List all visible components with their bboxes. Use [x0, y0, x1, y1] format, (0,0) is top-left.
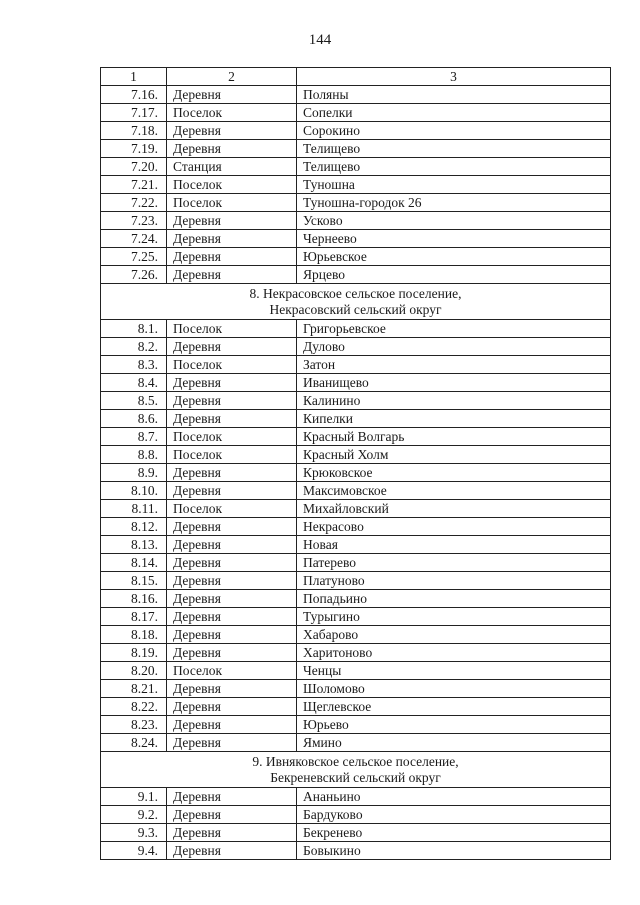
settlement-name: Попадьино: [297, 590, 611, 608]
settlement-name: Щеглевское: [297, 698, 611, 716]
settlement-type: Деревня: [167, 626, 297, 644]
row-number: 8.21.: [101, 680, 167, 698]
settlement-name: Калинино: [297, 392, 611, 410]
table-row: [101, 194, 611, 212]
row-number: 8.7.: [101, 428, 167, 446]
settlement-name: Телищево: [297, 158, 611, 176]
table-row: [101, 230, 611, 248]
settlement-name: Юрьевское: [297, 248, 611, 266]
row-number: 8.15.: [101, 572, 167, 590]
table-row: [101, 320, 611, 338]
settlement-name: Михайловский: [297, 500, 611, 518]
table-row: [101, 266, 611, 284]
settlement-type: Деревня: [167, 410, 297, 428]
settlement-name: Чернеево: [297, 230, 611, 248]
row-number: 9.3.: [101, 824, 167, 842]
settlement-name: Патерево: [297, 554, 611, 572]
settlement-name: Усково: [297, 212, 611, 230]
row-number: 9.2.: [101, 806, 167, 824]
section-title: 8. Некрасовское сельское поселение, Некрасовский сельский округ: [101, 284, 611, 320]
settlement-name: Ямино: [297, 734, 611, 752]
settlement-name: Турыгино: [297, 608, 611, 626]
settlement-name: Ченцы: [297, 662, 611, 680]
settlement-type: Деревня: [167, 140, 297, 158]
table-row: [101, 662, 611, 680]
settlement-type: Станция: [167, 158, 297, 176]
row-number: 8.16.: [101, 590, 167, 608]
settlements-table: [100, 67, 611, 860]
page-number: 144: [308, 32, 332, 48]
header-col-2: 2: [167, 68, 297, 86]
table-row: [101, 122, 611, 140]
row-number: 8.2.: [101, 338, 167, 356]
settlement-name: Юрьево: [297, 716, 611, 734]
settlement-type: Поселок: [167, 320, 297, 338]
table-row: [101, 140, 611, 158]
table-row: [101, 410, 611, 428]
row-number: 8.24.: [101, 734, 167, 752]
settlement-type: Деревня: [167, 518, 297, 536]
table-row: [101, 392, 611, 410]
settlement-type: Поселок: [167, 194, 297, 212]
settlement-name: Красный Холм: [297, 446, 611, 464]
settlement-type: Деревня: [167, 572, 297, 590]
table-row: [101, 608, 611, 626]
settlement-name: Хабарово: [297, 626, 611, 644]
settlement-type: Деревня: [167, 482, 297, 500]
section-title: 9. Ивняковское сельское поселение, Бекреневский сельский округ: [101, 752, 611, 788]
row-number: 8.20.: [101, 662, 167, 680]
table-row: [101, 734, 611, 752]
header-col-1: 1: [101, 68, 167, 86]
settlement-name: Сорокино: [297, 122, 611, 140]
row-number: 9.4.: [101, 842, 167, 860]
settlement-name: Платуново: [297, 572, 611, 590]
settlement-name: Красный Волгарь: [297, 428, 611, 446]
row-number: 8.14.: [101, 554, 167, 572]
table-row: [101, 356, 611, 374]
table-row: [101, 86, 611, 104]
settlement-name: Затон: [297, 356, 611, 374]
table-row: [101, 788, 611, 806]
settlement-type: Деревня: [167, 842, 297, 860]
row-number: 8.4.: [101, 374, 167, 392]
table-row: [101, 536, 611, 554]
table-header-row: [101, 68, 611, 86]
settlement-type: Поселок: [167, 176, 297, 194]
section-row: [101, 752, 611, 788]
table-row: [101, 572, 611, 590]
settlement-type: Поселок: [167, 500, 297, 518]
settlement-type: Поселок: [167, 662, 297, 680]
row-number: 7.18.: [101, 122, 167, 140]
settlement-type: Деревня: [167, 86, 297, 104]
settlement-type: Деревня: [167, 806, 297, 824]
settlement-type: Деревня: [167, 536, 297, 554]
settlement-type: Деревня: [167, 230, 297, 248]
table-row: [101, 482, 611, 500]
table-row: [101, 374, 611, 392]
settlement-name: Дулово: [297, 338, 611, 356]
row-number: 7.24.: [101, 230, 167, 248]
row-number: 7.23.: [101, 212, 167, 230]
row-number: 7.17.: [101, 104, 167, 122]
table-row: [101, 716, 611, 734]
settlement-type: Поселок: [167, 356, 297, 374]
settlement-type: Поселок: [167, 428, 297, 446]
table-row: [101, 212, 611, 230]
table-row: [101, 698, 611, 716]
row-number: 8.6.: [101, 410, 167, 428]
table-row: [101, 158, 611, 176]
table-row: [101, 338, 611, 356]
settlement-name: Бардуково: [297, 806, 611, 824]
settlement-name: Телищево: [297, 140, 611, 158]
settlement-type: Деревня: [167, 734, 297, 752]
settlement-type: Деревня: [167, 608, 297, 626]
row-number: 8.12.: [101, 518, 167, 536]
settlement-type: Деревня: [167, 554, 297, 572]
row-number: 8.3.: [101, 356, 167, 374]
settlement-name: Крюковское: [297, 464, 611, 482]
settlement-name: Кипелки: [297, 410, 611, 428]
settlement-name: Поляны: [297, 86, 611, 104]
table-row: [101, 824, 611, 842]
settlement-name: Шоломово: [297, 680, 611, 698]
table-row: [101, 428, 611, 446]
settlement-type: Деревня: [167, 122, 297, 140]
settlement-name: Сопелки: [297, 104, 611, 122]
table-row: [101, 500, 611, 518]
section-row: [101, 284, 611, 320]
settlement-name: Ананьино: [297, 788, 611, 806]
settlement-type: Деревня: [167, 266, 297, 284]
settlements-table-body: [101, 68, 611, 860]
settlement-type: Деревня: [167, 392, 297, 410]
settlement-type: Деревня: [167, 212, 297, 230]
row-number: 7.21.: [101, 176, 167, 194]
row-number: 7.16.: [101, 86, 167, 104]
row-number: 8.9.: [101, 464, 167, 482]
row-number: 7.22.: [101, 194, 167, 212]
settlement-name: Ярцево: [297, 266, 611, 284]
settlement-type: Деревня: [167, 644, 297, 662]
table-row: [101, 104, 611, 122]
settlement-type: Поселок: [167, 446, 297, 464]
settlement-name: Туношна: [297, 176, 611, 194]
table-row: [101, 464, 611, 482]
row-number: 7.19.: [101, 140, 167, 158]
table-row: [101, 176, 611, 194]
row-number: 8.17.: [101, 608, 167, 626]
row-number: 8.10.: [101, 482, 167, 500]
row-number: 8.11.: [101, 500, 167, 518]
row-number: 8.5.: [101, 392, 167, 410]
row-number: 7.20.: [101, 158, 167, 176]
table-row: [101, 644, 611, 662]
settlement-name: Иванищево: [297, 374, 611, 392]
table-row: [101, 446, 611, 464]
table-row: [101, 842, 611, 860]
settlement-name: Туношна-городок 26: [297, 194, 611, 212]
table-row: [101, 518, 611, 536]
settlement-type: Деревня: [167, 338, 297, 356]
row-number: 7.25.: [101, 248, 167, 266]
table-row: [101, 806, 611, 824]
row-number: 8.22.: [101, 698, 167, 716]
settlement-type: Деревня: [167, 824, 297, 842]
settlement-type: Поселок: [167, 104, 297, 122]
header-col-3: 3: [297, 68, 611, 86]
row-number: 8.8.: [101, 446, 167, 464]
row-number: 8.23.: [101, 716, 167, 734]
settlement-name: Бекренево: [297, 824, 611, 842]
row-number: 8.19.: [101, 644, 167, 662]
settlement-name: Максимовское: [297, 482, 611, 500]
settlement-type: Деревня: [167, 248, 297, 266]
settlement-type: Деревня: [167, 590, 297, 608]
row-number: 8.13.: [101, 536, 167, 554]
row-number: 7.26.: [101, 266, 167, 284]
settlement-type: Деревня: [167, 374, 297, 392]
table-row: [101, 554, 611, 572]
settlement-type: Деревня: [167, 788, 297, 806]
table-row: [101, 680, 611, 698]
row-number: 9.1.: [101, 788, 167, 806]
settlement-name: Некрасово: [297, 518, 611, 536]
table-row: [101, 248, 611, 266]
settlement-name: Григорьевское: [297, 320, 611, 338]
table-row: [101, 626, 611, 644]
table-row: [101, 590, 611, 608]
settlement-name: Бовыкино: [297, 842, 611, 860]
settlement-name: Харитоново: [297, 644, 611, 662]
settlement-type: Деревня: [167, 698, 297, 716]
settlement-type: Деревня: [167, 464, 297, 482]
settlement-type: Деревня: [167, 680, 297, 698]
row-number: 8.18.: [101, 626, 167, 644]
settlement-name: Новая: [297, 536, 611, 554]
row-number: 8.1.: [101, 320, 167, 338]
settlement-type: Деревня: [167, 716, 297, 734]
